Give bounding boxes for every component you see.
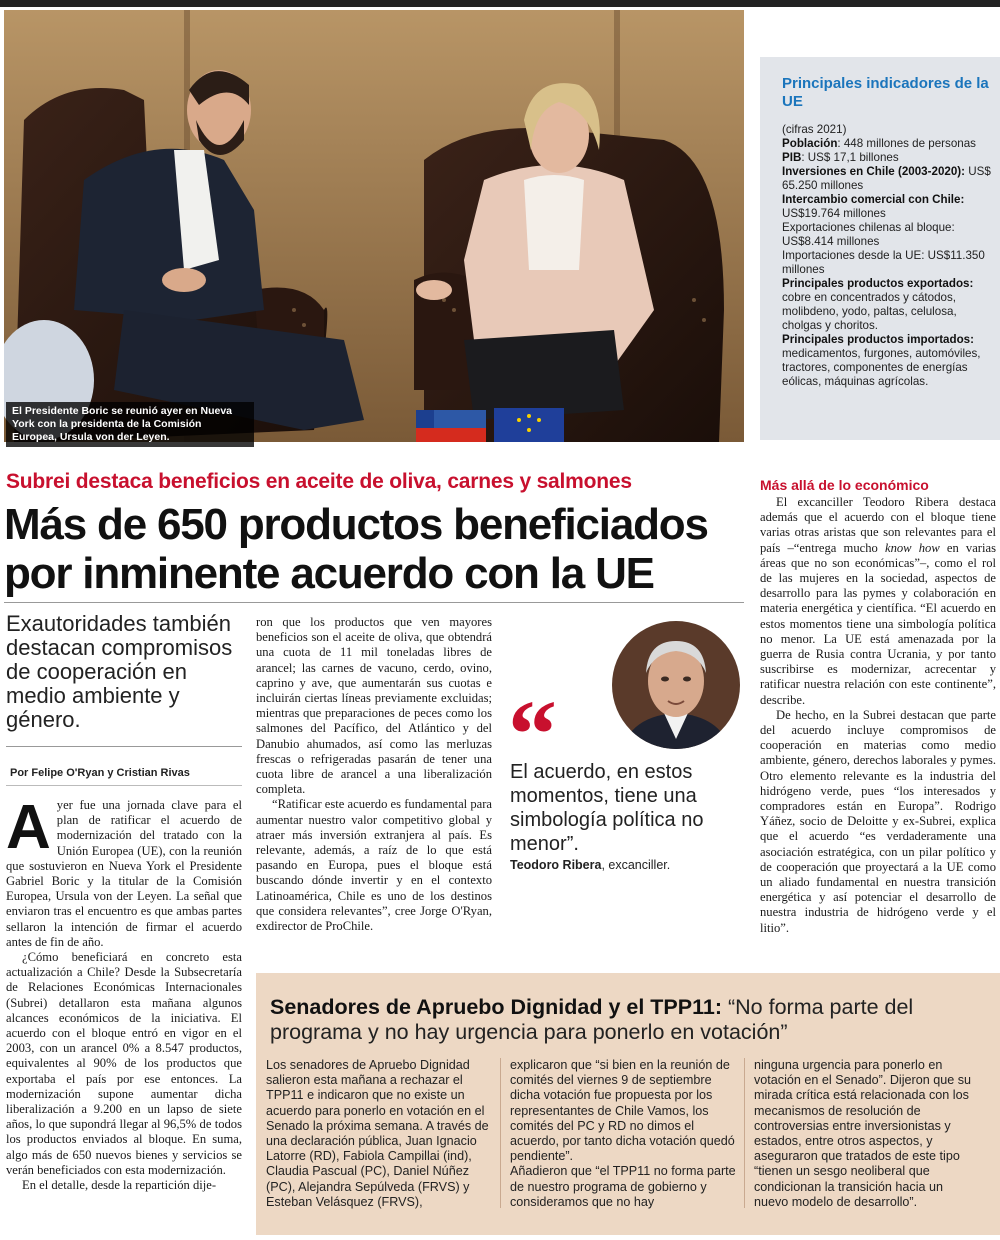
tpp11-box — [256, 973, 1000, 1235]
photo-caption: El Presidente Boric se reunió ayer en Nueva York con la presidenta de la Comisión Europea, Ursula von der Leyen. — [6, 402, 254, 447]
box-column-1: Los senadores de Apruebo Dignidad salieron esta mañana a rechazar el TPP11 e indicaron que no existe un acuerdo para ponerlo en votación en el Senado la próxima semana. A través de una declaración pública, Juan Ignacio Latorre (RD), Fabiola Campillai (ind), Claudia Pascual (PC), Daniel Núñez (PC), Alejandra Sepúlveda (FRVS) y Esteban Velásquez (FRVS), — [266, 1058, 489, 1209]
box-divider — [744, 1058, 745, 1208]
indicator-item: Principales productos exportados: cobre en concentrados y cátodos, molibdeno, yodo, paltas, celulosa, cholgas y choritos. — [782, 277, 974, 332]
article-byline: Por Felipe O'Ryan y Cristian Rivas — [10, 767, 190, 779]
article-column-3 — [760, 495, 996, 936]
sidebar-subhead: Más allá de lo económico — [760, 477, 929, 493]
indicators-year-note: (cifras 2021) — [782, 123, 847, 136]
indicator-item: Intercambio comercial con Chile: US$19.764 millones — [782, 193, 965, 220]
quote-attribution: Teodoro Ribera, excanciller. — [510, 858, 671, 872]
byline-divider — [6, 785, 242, 786]
paragraph: De hecho, en la Subrei destacan que parte del acuerdo incluye compromisos de cooperación en materias como medio ambiente, género, derechos laborales y pymes. Otro elemento relevante es la industria del hidrógeno verde, pues “los interesados y compradores están en Europa”. Rodrigo Yáñez, socio de Deloitte y ex-Subrei, explica que el acuerdo “es verdaderamente una asociación estratégica, con un pilar político y de cooperación que proyectará a la UE como un aliado fundamental en nuestra transición energética y así potenciar el desarrollo de nuestra industria de hidrógeno verde y el litio”. — [760, 707, 996, 935]
paragraph: En el detalle, desde la repartición dije- — [22, 1178, 217, 1193]
box-title: Senadores de Apruebo Dignidad y el TPP11: “No forma parte del programa y no hay urgencia para ponerlo en votación” — [270, 995, 914, 1044]
top-rule — [0, 0, 1000, 7]
paragraph: ¿Cómo beneficiará en concreto esta actualización a Chile? Desde la Subsecretaría de Relaciones Económicas Internacionales (Subrei) detallaron esta mañana algunos alcances económicos de la iniciativa. El acuerdo con el bloque entró en vigor en el 2003, con un arancel 0% a 8.547 productos, equivalentes al 90% de los productos que exportaba el país por ese entonces. La modernización supone aumentar dicha liberalización a 9.200 en un lapso de siete años, lo que supondrá llegar al 96,5% de todos los productos enviados al bloque. En suma, algo más de 650 nuevos bienes y servicios se verán beneficiados con esta modernización. — [6, 950, 242, 1177]
indicators-list — [782, 123, 994, 389]
portrait-illustration — [612, 621, 740, 749]
paragraph: “Ratificar este acuerdo es fundamental para aumentar nuestro valor competitivo global y atraer más inversión extranjera al país. Es relevante, además, a raíz de lo que está pasando en Europa, pues el bloque está buscando dónde invertir y en el contexto Latinoamérica, Chile es uno de los destinos que considera relevantes”, cree Jorge O'Ryan, exdirector de ProChile. — [256, 797, 492, 934]
indicator-item: Población: 448 millones de personas — [782, 137, 976, 150]
indicator-item: PIB: US$ 17,1 billones — [782, 151, 899, 164]
quote-author-photo — [612, 621, 740, 749]
indicator-item: Inversiones en Chile (2003-2020): US$ 65.250 millones — [782, 165, 991, 192]
deck-divider — [6, 746, 242, 747]
box-divider — [500, 1058, 501, 1208]
paragraph: yer fue una jornada clave para el plan de ratificar el acuerdo de modernización del tratado con la Unión Europea (UE), con la reunión que sostuvieron en Nueva York el Presidente Gabriel Boric y la titular de la Comisión Europea, Ursula von der Leyen. La señal que enviaron tras el encuentro es que ambas partes sellaron la intención de firmar el acuerdo antes de fin de año. — [6, 798, 242, 949]
quote-mark-icon: “ — [508, 681, 557, 789]
indicator-item: Principales productos importados: medicamentos, furgones, automóviles, tractores, componentes de energías eólicas, máquinas agrícolas. — [782, 333, 981, 388]
pull-quote: El acuerdo, en estos momentos, tiene una simbología política no menor”. — [510, 761, 704, 855]
indicator-item: Importaciones desde la UE: US$11.350 millones — [782, 249, 985, 276]
paragraph: El excanciller Teodoro Ribera destaca además que el acuerdo con el bloque tiene varias otras aristas que son relevantes para el país –“entrega mucho know how en varias áreas que no son económicas”–, como el rol de las mujeres en la sociedad, aspectos de desarrollo para las pymes y colaboración en materia energética y científica. “El acuerdo en estos momentos tiene una simbología política no menor. La UE está amenazada por la guerra de Rusia contra Ucrania, y por tanto suscribirse es modernizar, acrecentar y ratificar nuestra relación con este continente”, describe. — [760, 495, 996, 707]
indicators-title: Principales indicadores de la UE — [782, 75, 989, 110]
article-deck: Exautoridades también destacan compromisos de cooperación en medio ambiente y género. — [6, 611, 233, 732]
drop-cap: A — [6, 793, 51, 862]
main-photo — [4, 10, 744, 442]
box-column-2: explicaron que “si bien en la reunión de comités del viernes 9 de septiembre dicha votación fue propuesta por los representantes de Chile Vamos, los comités del PC y RD no dimos el acuerdo, por tanto dicha votación quedó pendiente”. Añadieron que “el TPP11 no forma parte de nuestro programa de gobierno y consideramos que no hay — [510, 1058, 736, 1209]
article-headline: Más de 650 productos beneficiados por inminente acuerdo con la UE — [4, 500, 708, 598]
article-column-2 — [256, 615, 492, 934]
article-kicker: Subrei destaca beneficios en aceite de oliva, carnes y salmones — [6, 470, 632, 493]
indicator-item: Exportaciones chilenas al bloque: US$8.414 millones — [782, 221, 955, 248]
article-column-1 — [6, 793, 242, 1193]
indicators-box — [760, 57, 1000, 440]
paragraph: ron que los productos que ven mayores beneficios son el aceite de oliva, que obtendrá una cuota de 11 mil toneladas libres de arancel; las carnes de vacuno, cerdo, ovino, caprino y ave, que aumentarán sus cuotas e incluirán ciertas líneas previamente excluidas; mientras que preparaciones de peces como los salmones del Pacífico, del Atlántico y del Danubio ahumados, así como las merluzas frescas o refrigeradas pasarán de tener una cuota libre de arancel a una liberalización completa. — [256, 615, 492, 797]
box-column-3: ninguna urgencia para ponerlo en votación en el Senado”. Dijeron que su mirada crítica está relacionada con los mecanismos de resolución de controversias entre inversionistas y estados, entre otros aspectos, y aseguraron que tratados de este tipo “tienen un sesgo neoliberal que condicionan la transición hacia un nuevo modelo de desarrollo”. — [754, 1058, 972, 1209]
meeting-photo-illustration — [4, 10, 744, 442]
headline-divider — [4, 602, 744, 603]
